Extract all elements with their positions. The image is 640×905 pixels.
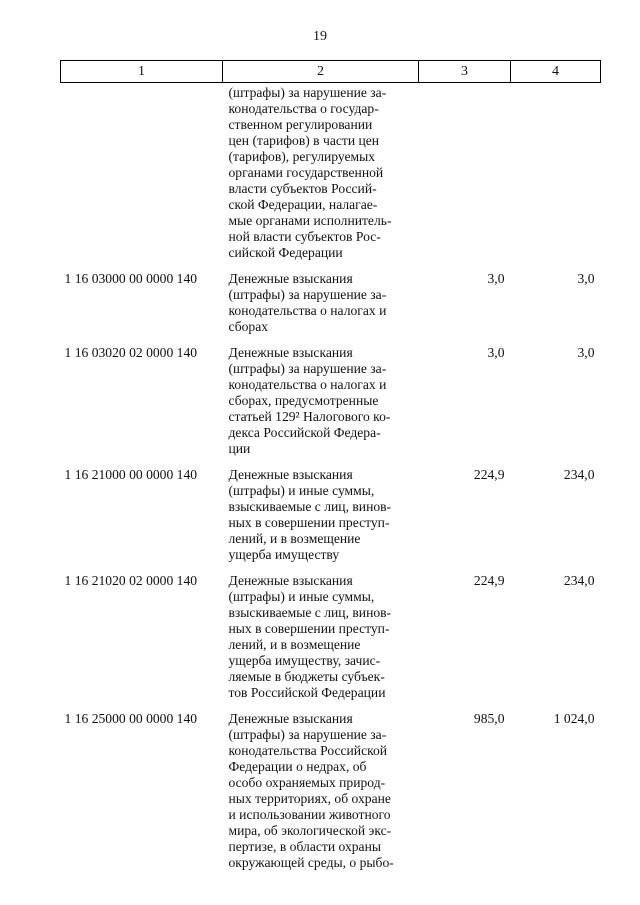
row-code: 1 16 25000 00 0000 140	[64, 711, 198, 726]
row-value-col4: 3,0	[577, 271, 595, 286]
row-value-col4: 1 024,0	[553, 711, 595, 726]
row-name: Денежные взыскания (штрафы) за нарушение за- конодательства о налогах и сборах	[228, 271, 387, 334]
row-name: Денежные взыскания (штрафы) за нарушение за- конодательства о налогах и сборах, предусмотренные статьей 129² Налогового ко- декса Российской Федера- ции	[228, 345, 391, 456]
table-row	[61, 457, 601, 563]
row-value-col3: 224,9	[473, 467, 505, 482]
row-name: (штрафы) за нарушение за- конодательства о государ- ственном регулировании цен (тарифов) в части цен (тарифов), регулируемых органами государственной власти субъектов Россий- ской Федерации, налагае- мые органами исполнитель- ной власти субъектов Рос- сийской Федерации	[228, 85, 392, 260]
row-code: 1 16 21020 02 0000 140	[64, 573, 198, 588]
table-row	[61, 83, 601, 262]
column-header-4: 4	[511, 61, 601, 83]
page-number: 19	[313, 29, 327, 44]
row-name: Денежные взыскания (штрафы) и иные суммы, взыскиваемые с лиц, винов- ных в совершении преступ- лений, и в возмещение ущерба имуществу, зачис- ляемые в бюджеты субъек- тов Российской Федерации	[228, 573, 392, 700]
row-value-col3: 985,0	[473, 711, 505, 726]
table-row	[61, 261, 601, 335]
column-header-1: 1	[61, 61, 223, 83]
row-value-col3: 3,0	[487, 271, 505, 286]
row-code	[61, 83, 223, 262]
row-name: Денежные взыскания (штрафы) за нарушение за- конодательства Российской Федерации о недрах, об особо охраняемых природ- ных территориях, об охране и использовании животного мира, об экологической экс- пертизе, в области охраны окружающей среды, о рыбо-	[228, 711, 394, 870]
column-header-2: 2	[223, 61, 419, 83]
table-row	[61, 335, 601, 457]
row-value-col4	[511, 83, 601, 262]
row-name: Денежные взыскания (штрафы) и иные суммы, взыскиваемые с лиц, винов- ных в совершении преступ- лений, и в возмещение ущерба имуществу	[228, 467, 392, 562]
row-value-col4: 234,0	[563, 573, 595, 588]
row-value-col4: 234,0	[563, 467, 595, 482]
row-value-col3: 224,9	[473, 573, 505, 588]
row-value-col3	[419, 83, 511, 262]
row-code: 1 16 03020 02 0000 140	[64, 345, 198, 360]
row-code: 1 16 21000 00 0000 140	[64, 467, 198, 482]
table-row	[61, 701, 601, 871]
row-value-col4: 3,0	[577, 345, 595, 360]
table-header-row	[61, 61, 601, 83]
table-row	[61, 563, 601, 701]
row-value-col3: 3,0	[487, 345, 505, 360]
row-code: 1 16 03000 00 0000 140	[64, 271, 198, 286]
budget-table	[60, 60, 601, 871]
column-header-3: 3	[419, 61, 511, 83]
